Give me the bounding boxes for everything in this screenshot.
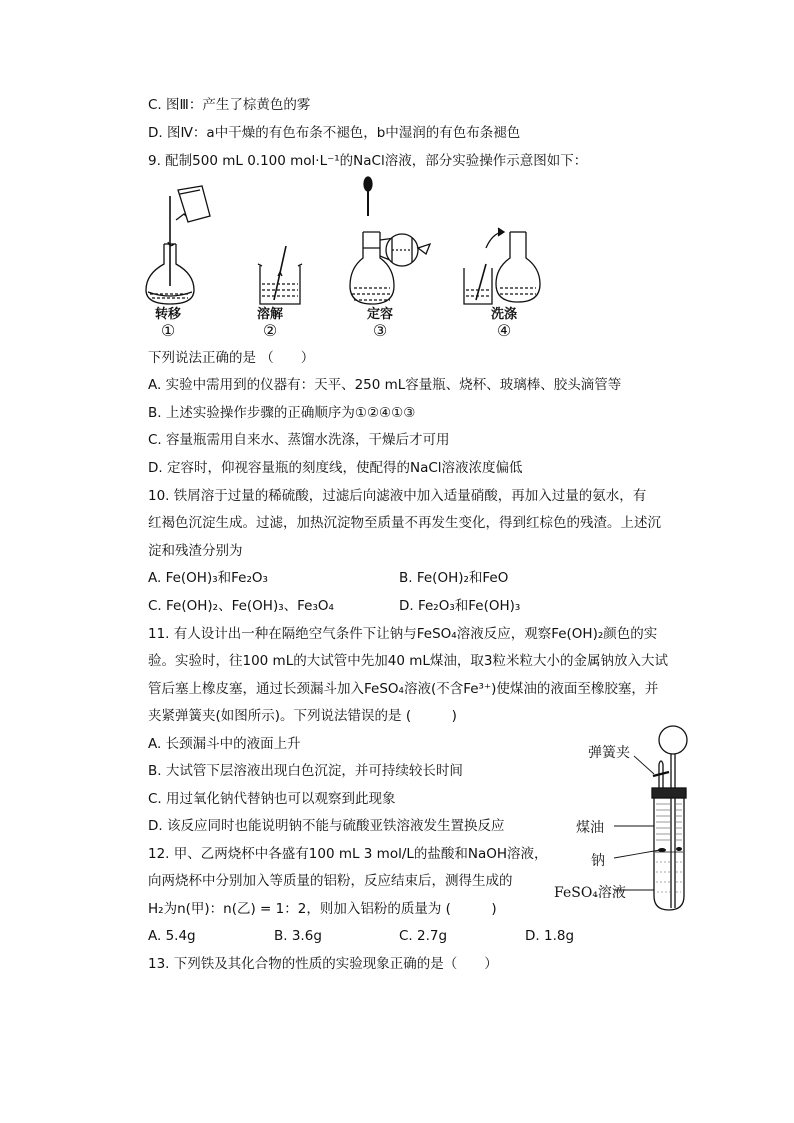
q9-option-a: A. 实验中需用到的仪器有：天平、250 mL容量瓶、烧杯、玻璃棒、胶头滴管等 [148, 377, 622, 393]
q9-option-d: D. 定容时，仰视容量瓶的刻度线，使配得的NaCl溶液浓度偏低 [148, 460, 523, 476]
wash-diagram [464, 228, 540, 304]
q10-option-a: A. Fe(OH)₃和Fe₂O₃ [148, 570, 268, 586]
q12-stem-line2: 向两烧杯中分别加入等质量的铝粉，反应结束后，测得生成的 [148, 873, 513, 889]
q10-stem-line3: 淀和残渣分别为 [148, 543, 243, 559]
q10-option-b: B. Fe(OH)₂和FeO [399, 570, 509, 586]
figure-label-wash: 洗涤 [490, 307, 517, 322]
q9-option-b: B. 上述实验操作步骤的正确顺序为①②④①③ [148, 405, 416, 421]
q11-option-c: C. 用过氧化钠代替钠也可以观察到此现象 [148, 791, 396, 807]
q11-option-d: D. 该反应同时也能说明钠不能与硫酸亚铁溶液发生置换反应 [148, 818, 505, 834]
fix-volume-diagram [350, 177, 430, 304]
figure-number-3: ③ [372, 321, 388, 340]
q11-stem-line4: 夹紧弹簧夹(如图所示)。下列说法错误的是 ( ) [148, 708, 457, 724]
figure-label-dissolve: 溶解 [256, 307, 283, 322]
q9-stem: 9. 配制500 mL 0.100 mol·L⁻¹的NaCl溶液，部分实验操作示意图如下： [148, 153, 588, 169]
q11-apparatus-figure [640, 718, 690, 918]
figure-label-transfer: 转移 [154, 307, 181, 322]
transfer-diagram [146, 186, 210, 304]
label-spring-clip: 弹簧夹 [588, 745, 630, 761]
q9-operations-figure [140, 176, 540, 306]
figure-label-fix-volume: 定容 [366, 307, 393, 322]
figure-number-1: ① [160, 321, 176, 340]
q11-stem-line2: 验。实验时，往100 mL的大试管中先加40 mL煤油，取3粒米粒大小的金属钠放入大试 [148, 653, 668, 669]
label-sodium: 钠 [591, 853, 605, 869]
figure-number-2: ② [262, 321, 278, 340]
q8-option-c: C. 图Ⅲ：产生了棕黄色的雾 [148, 97, 311, 113]
q12-stem-line1: 12. 甲、乙两烧杯中各盛有100 mL 3 mol/L的盐酸和NaOH溶液， [148, 846, 548, 862]
q12-option-c: C. 2.7g [399, 928, 448, 944]
q11-stem-line1: 11. 有人设计出一种在隔绝空气条件下让钠与FeSO₄溶液反应，观察Fe(OH)₂颜色的实 [148, 626, 658, 642]
q10-stem-line1: 10. 铁屑溶于过量的稀硫酸，过滤后向滤液中加入适量硝酸，再加入过量的氨水，有 [148, 488, 647, 504]
q10-option-d: D. Fe₂O₃和Fe(OH)₃ [399, 598, 521, 614]
q13-stem: 13. 下列铁及其化合物的性质的实验现象正确的是（ ） [148, 956, 498, 972]
label-kerosene: 煤油 [576, 820, 604, 836]
label-feso4-solution: FeSO₄溶液 [554, 885, 626, 901]
q12-option-d: D. 1.8g [525, 928, 575, 944]
q11-option-a: A. 长颈漏斗中的液面上升 [148, 736, 301, 752]
q11-option-b: B. 大试管下层溶液出现白色沉淀，并可持续较长时间 [148, 763, 463, 779]
q10-stem-line2: 红褐色沉淀生成。过滤，加热沉淀物至质量不再发生变化，得到红棕色的残渣。上述沉 [148, 515, 661, 531]
figure-number-4: ④ [496, 321, 512, 340]
q12-option-b: B. 3.6g [274, 928, 322, 944]
q9-question: 下列说法正确的是 （ ） [148, 350, 315, 366]
q8-option-d: D. 图Ⅳ：a中干燥的有色布条不褪色，b中湿润的有色布条褪色 [148, 125, 521, 141]
q9-option-c: C. 容量瓶需用自来水、蒸馏水洗涤，干燥后才可用 [148, 432, 450, 448]
q11-stem-line3: 管后塞上橡皮塞，通过长颈漏斗加入FeSO₄溶液(不含Fe³⁺)使煤油的液面至橡胶塞，并 [148, 681, 659, 697]
q12-option-a: A. 5.4g [148, 928, 196, 944]
q12-stem-line3: H₂为n(甲)：n(乙) = 1：2，则加入铝粉的质量为 ( ) [148, 901, 497, 917]
q10-option-c: C. Fe(OH)₂、Fe(OH)₃、Fe₃O₄ [148, 598, 334, 614]
dissolve-diagram [258, 246, 302, 304]
